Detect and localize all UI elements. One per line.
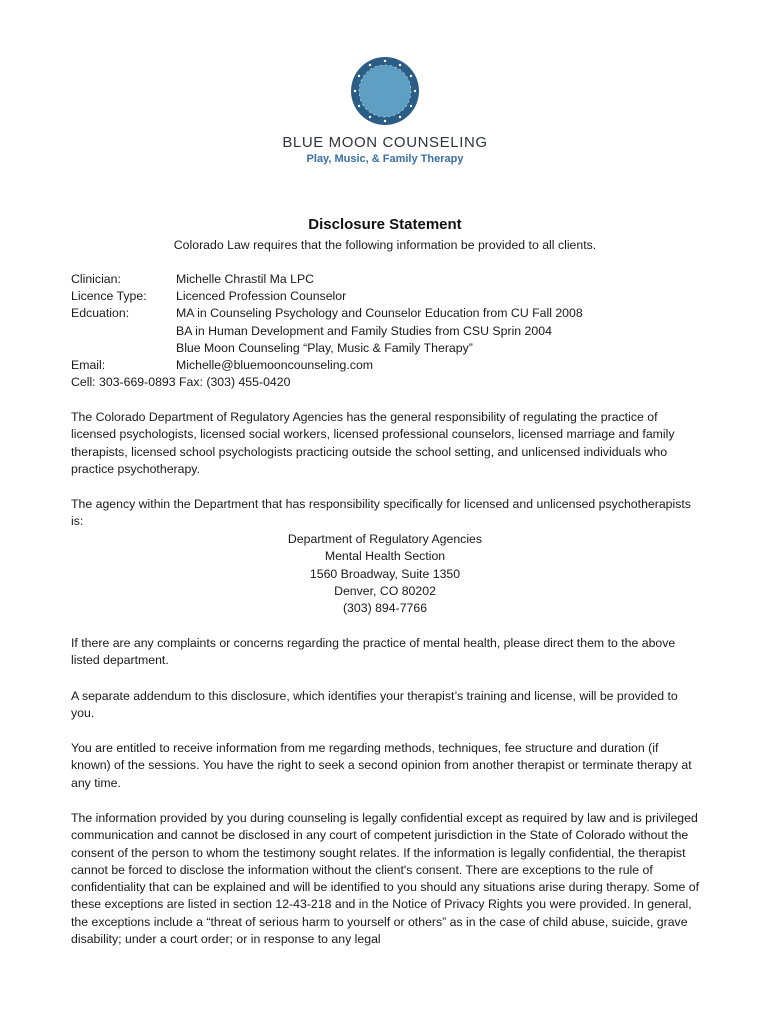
logo: [0, 56, 770, 176]
paragraph-agency: The agency within the Department that has responsibility specifically for licensed and unlicensed psychotherapists is:: [71, 497, 691, 529]
email-value: Michelle@bluemooncounseling.com: [176, 358, 374, 372]
paragraph-rights: You are entitled to receive information from me regarding methods, techniques, fee structure and duration (if known) of the sessions. You have the right to seek a second opinion from another therapist or terminate therapy at any time.: [71, 741, 692, 790]
paragraph-complaints: If there are any complaints or concerns regarding the practice of mental health, please direct them to the above listed department.: [71, 636, 676, 668]
phone-line: Cell: 303-669-0893 Fax: (303) 455-0420: [71, 375, 291, 389]
education-item: MA in Counseling Psychology and Counselor Education from CU Fall 2008: [176, 306, 583, 320]
agency-section: Mental Health Section: [324, 549, 446, 564]
agency-city: Denver, CO 80202: [334, 583, 436, 598]
agency-street: 1560 Broadway, Suite 1350: [309, 566, 461, 581]
clinician-label: Clinician:: [71, 272, 121, 286]
document-title: Disclosure Statement: [308, 216, 462, 233]
agency-address: [0, 531, 770, 617]
license-value: Licenced Profession Counselor: [176, 289, 347, 303]
license-label: Licence Type:: [71, 289, 147, 303]
agency-name: Department of Regulatory Agencies: [287, 532, 483, 546]
education-item: BA in Human Development and Family Studies from CSU Sprin 2004: [176, 324, 552, 338]
paragraph-addendum: A separate addendum to this disclosure, which identifies your therapist’s training and license, will be provided to you.: [71, 689, 678, 721]
document-subtitle: Colorado Law requires that the following information be provided to all clients.: [173, 238, 597, 252]
education-item: Blue Moon Counseling “Play, Music & Family Therapy”: [176, 341, 473, 355]
brand-tagline: Play, Music, & Family Therapy: [306, 153, 464, 165]
paragraph-confidentiality: The information provided by you during counseling is legally confidential except as required by law and is privileged communication and cannot be disclosed in any court of competent jurisdiction in the State of Colorado without the consent of the person to whom the testimony sought relates. If the information is legally confidential, the therapist cannot be forced to disclose the information without the client's consent. There are exceptions to the rule of confidentiality that can be explained and will be identified to you should any situations arise during therapy. Some of these exceptions are listed in section 12-43-218 and in the Notice of Privacy Rights you were provided. In general, the exceptions include a “threat of serious harm to yourself or others” as in the case of child abuse, suicide, grave disability; under a court order; or in response to any legal: [71, 811, 699, 947]
brand-name: BLUE MOON COUNSELING: [282, 134, 488, 151]
clinician-value: Michelle Chrastil Ma LPC: [176, 272, 315, 286]
education-label: Edcuation:: [71, 306, 130, 320]
paragraph-regulation: The Colorado Department of Regulatory Agencies has the general responsibility of regulating the practice of licensed psychologists, licensed social workers, licensed professional counselors, licensed marriage and family therapists, licensed school psychologists practicing outside the school setting, and unlicensed individuals who practice psychotherapy.: [71, 410, 675, 476]
agency-phone: (303) 894-7766: [342, 601, 428, 616]
email-label: Email:: [71, 358, 106, 372]
blue-moon-logo-icon: [350, 56, 420, 126]
